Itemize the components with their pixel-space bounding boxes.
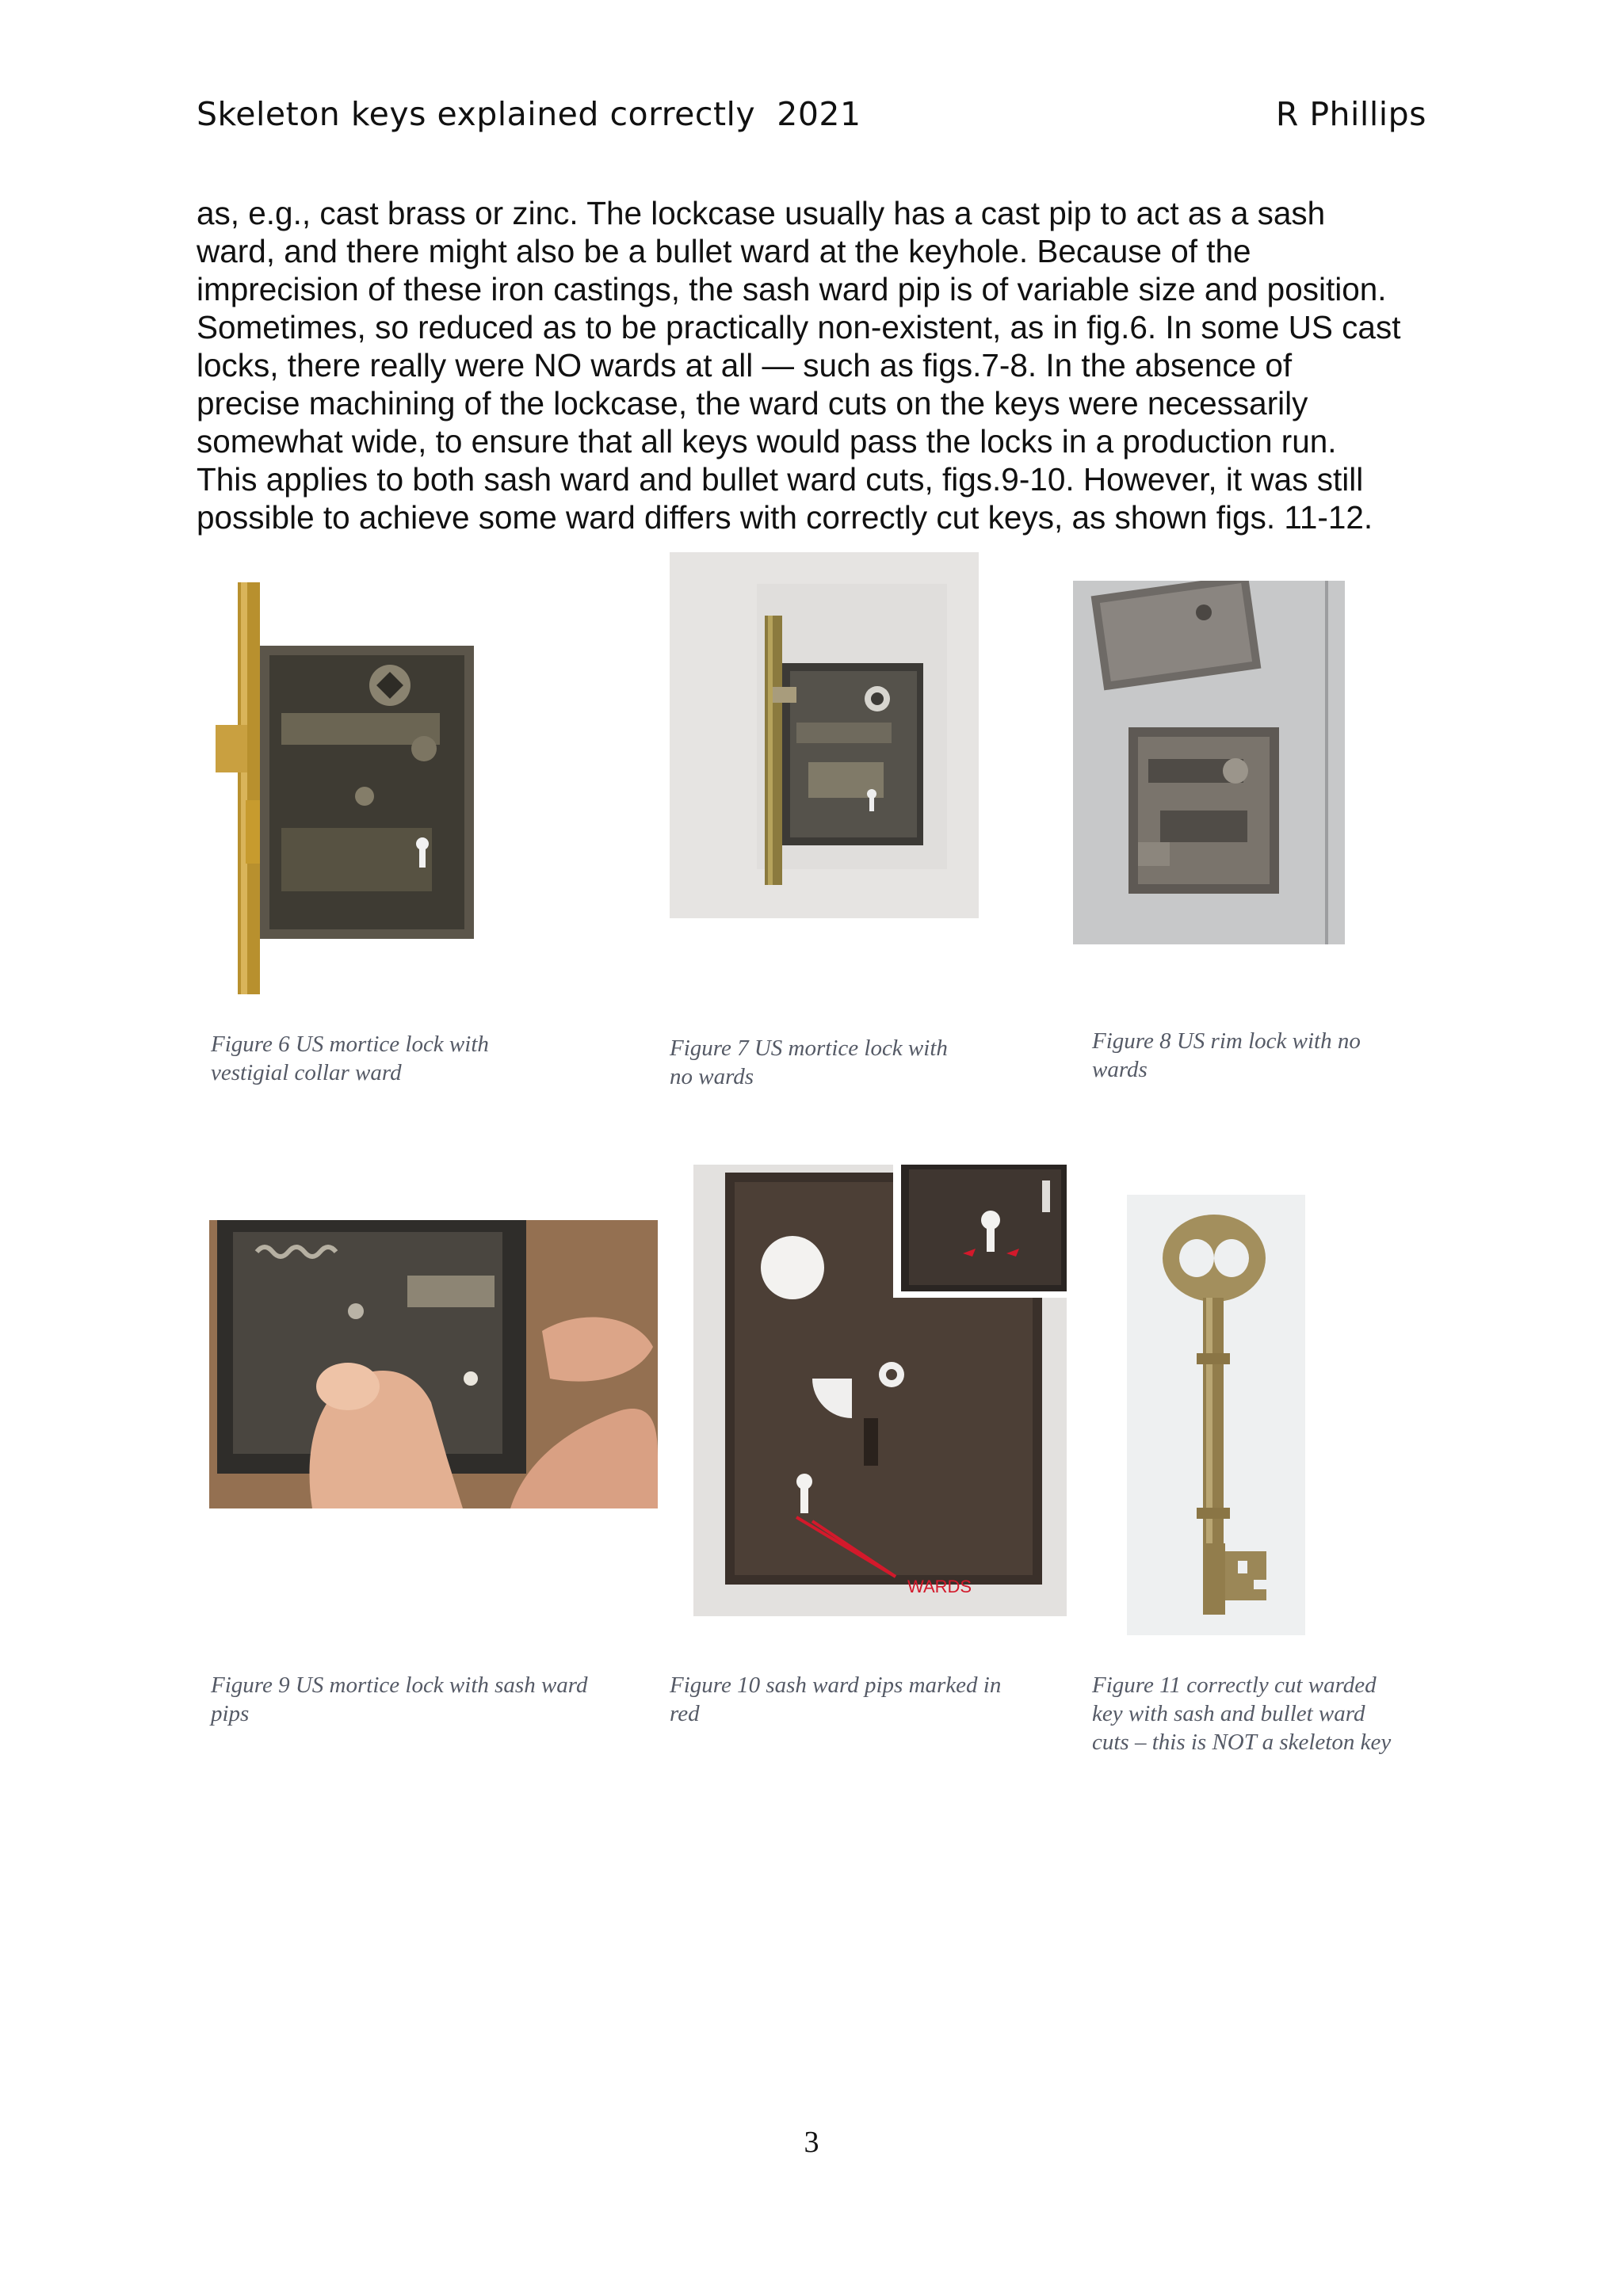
figure-11-caption bbox=[1092, 1671, 1472, 1756]
figure-9-photo bbox=[209, 1220, 658, 1508]
figure-11-photo bbox=[1127, 1195, 1305, 1635]
figure-7-photo bbox=[670, 552, 979, 918]
figure-9-caption bbox=[211, 1671, 639, 1728]
running-header-title: Skeleton keys explained correctly 2021 bbox=[197, 95, 861, 133]
caption-line: wards bbox=[1092, 1057, 1148, 1082]
caption-line: Figure 10 sash ward pips marked in bbox=[670, 1672, 1002, 1698]
figure-7-caption bbox=[670, 1034, 987, 1091]
figure-10-caption bbox=[670, 1671, 1050, 1728]
body-line: as, e.g., cast brass or zinc. The lockcase usually has a cast pip to act as a sash bbox=[197, 195, 1326, 231]
caption-line: red bbox=[670, 1701, 700, 1726]
figure-8-photo bbox=[1073, 581, 1345, 944]
body-paragraph bbox=[197, 194, 1449, 536]
caption-line: Figure 8 US rim lock with no bbox=[1092, 1028, 1361, 1054]
figure-6-photo bbox=[206, 566, 491, 1010]
wards-label: WARDS bbox=[907, 1577, 972, 1596]
body-line: imprecision of these iron castings, the sash ward pip is of variable size and position. bbox=[197, 271, 1387, 307]
caption-line: no wards bbox=[670, 1064, 754, 1089]
figure-8-caption bbox=[1092, 1027, 1409, 1084]
caption-line: pips bbox=[211, 1701, 250, 1726]
caption-line: cuts – this is NOT a skeleton key bbox=[1092, 1730, 1392, 1755]
running-header-author: R Phillips bbox=[1275, 95, 1426, 133]
page-number: 3 bbox=[804, 2126, 819, 2159]
caption-line: vestigial collar ward bbox=[211, 1060, 402, 1085]
body-line: somewhat wide, to ensure that all keys would pass the locks in a production run. bbox=[197, 423, 1337, 460]
figure-10-photo bbox=[693, 1165, 1067, 1616]
body-line: precise machining of the lockcase, the ward cuts on the keys were necessarily bbox=[197, 385, 1308, 421]
figure-6-caption bbox=[211, 1030, 528, 1087]
caption-line: Figure 7 US mortice lock with bbox=[670, 1035, 948, 1061]
body-line: possible to achieve some ward differs with correctly cut keys, as shown figs. 11-12. bbox=[197, 499, 1373, 536]
body-line: Sometimes, so reduced as to be practically non-existent, as in fig.6. In some US cast bbox=[197, 309, 1401, 345]
body-line: locks, there really were NO wards at all — such as figs.7-8. In the absence of bbox=[197, 347, 1293, 383]
caption-line: Figure 6 US mortice lock with bbox=[211, 1032, 489, 1057]
caption-line: Figure 9 US mortice lock with sash ward bbox=[211, 1672, 588, 1698]
caption-line: key with sash and bullet ward bbox=[1092, 1701, 1365, 1726]
body-line: This applies to both sash ward and bullet ward cuts, figs.9-10. However, it was still bbox=[197, 461, 1364, 498]
body-line: ward, and there might also be a bullet ward at the keyhole. Because of the bbox=[197, 233, 1251, 269]
caption-line: Figure 11 correctly cut warded bbox=[1092, 1672, 1377, 1698]
